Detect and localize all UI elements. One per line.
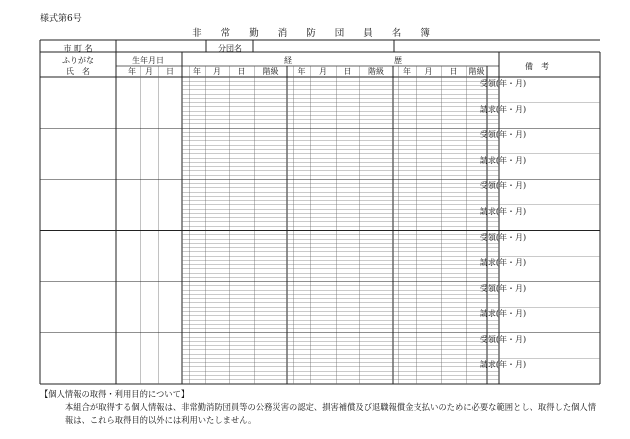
name-label: 氏 名 (66, 67, 90, 76)
remarks-requested-4: 請求(年・月) (479, 309, 527, 319)
career-label-right: 歴 (394, 56, 402, 65)
remarks-requested-2: 請求(年・月) (479, 206, 527, 216)
career-header-2-3: 階級 (468, 67, 485, 76)
birthdate-header-0: 年 (128, 67, 136, 76)
remarks-received-0: 受領(年・月) (479, 79, 527, 88)
career-header-2-0: 年 (403, 67, 411, 76)
page-title: 非 常 勤 消 防 団 員 名 簿 (192, 28, 438, 39)
career-header-0-3: 階級 (262, 67, 279, 76)
remarks-received-3: 受領(年・月) (479, 232, 527, 242)
remarks-requested-3: 請求(年・月) (479, 258, 527, 268)
remarks-label: 備 考 (525, 62, 549, 71)
career-header-1-0: 年 (297, 67, 306, 76)
career-header-0-0: 年 (193, 67, 201, 76)
career-header-1-1: 月 (319, 67, 327, 76)
remarks-received-4: 受領(年・月) (479, 283, 527, 293)
career-header-0-2: 日 (237, 67, 246, 76)
municipality-label: 市 町 名 (63, 44, 93, 53)
notice-line-1: 本組合が取得する個人情報は、非常勤消防団員等の公務災害の認定、損害補償及び退職報償金支払いのために必要な範囲とし、取得した個人情 (65, 402, 597, 412)
career-header-1-2: 日 (343, 67, 352, 76)
remarks-received-5: 受領(年・月) (479, 334, 527, 344)
birthdate-header-1: 月 (145, 67, 153, 76)
remarks-received-2: 受領(年・月) (479, 181, 527, 191)
career-label-left: 経 (284, 56, 292, 65)
career-header-2-1: 月 (424, 67, 433, 76)
privacy-notice (40, 388, 600, 427)
remarks-requested-0: 請求(年・月) (479, 104, 527, 114)
notice-heading: 【個人情報の取得・利用目的について】 (40, 389, 190, 399)
career-header-2-2: 日 (449, 67, 458, 76)
birthdate-header-2: 日 (166, 67, 174, 76)
notice-line-2: 報は、これら取得目的以外には利用いたしません。 (65, 415, 257, 425)
birthdate-label: 生年月日 (132, 56, 164, 65)
form-number: 様式第6号 (40, 14, 82, 24)
career-header-0-1: 月 (213, 67, 221, 76)
furigana-label: ふりがな (62, 56, 94, 65)
career-header-1-3: 階級 (368, 67, 384, 76)
remarks-received-1: 受領(年・月) (479, 130, 527, 140)
branch-label: 分団名 (218, 44, 242, 53)
remarks-requested-1: 請求(年・月) (479, 155, 527, 165)
remarks-requested-5: 請求(年・月) (479, 360, 527, 370)
